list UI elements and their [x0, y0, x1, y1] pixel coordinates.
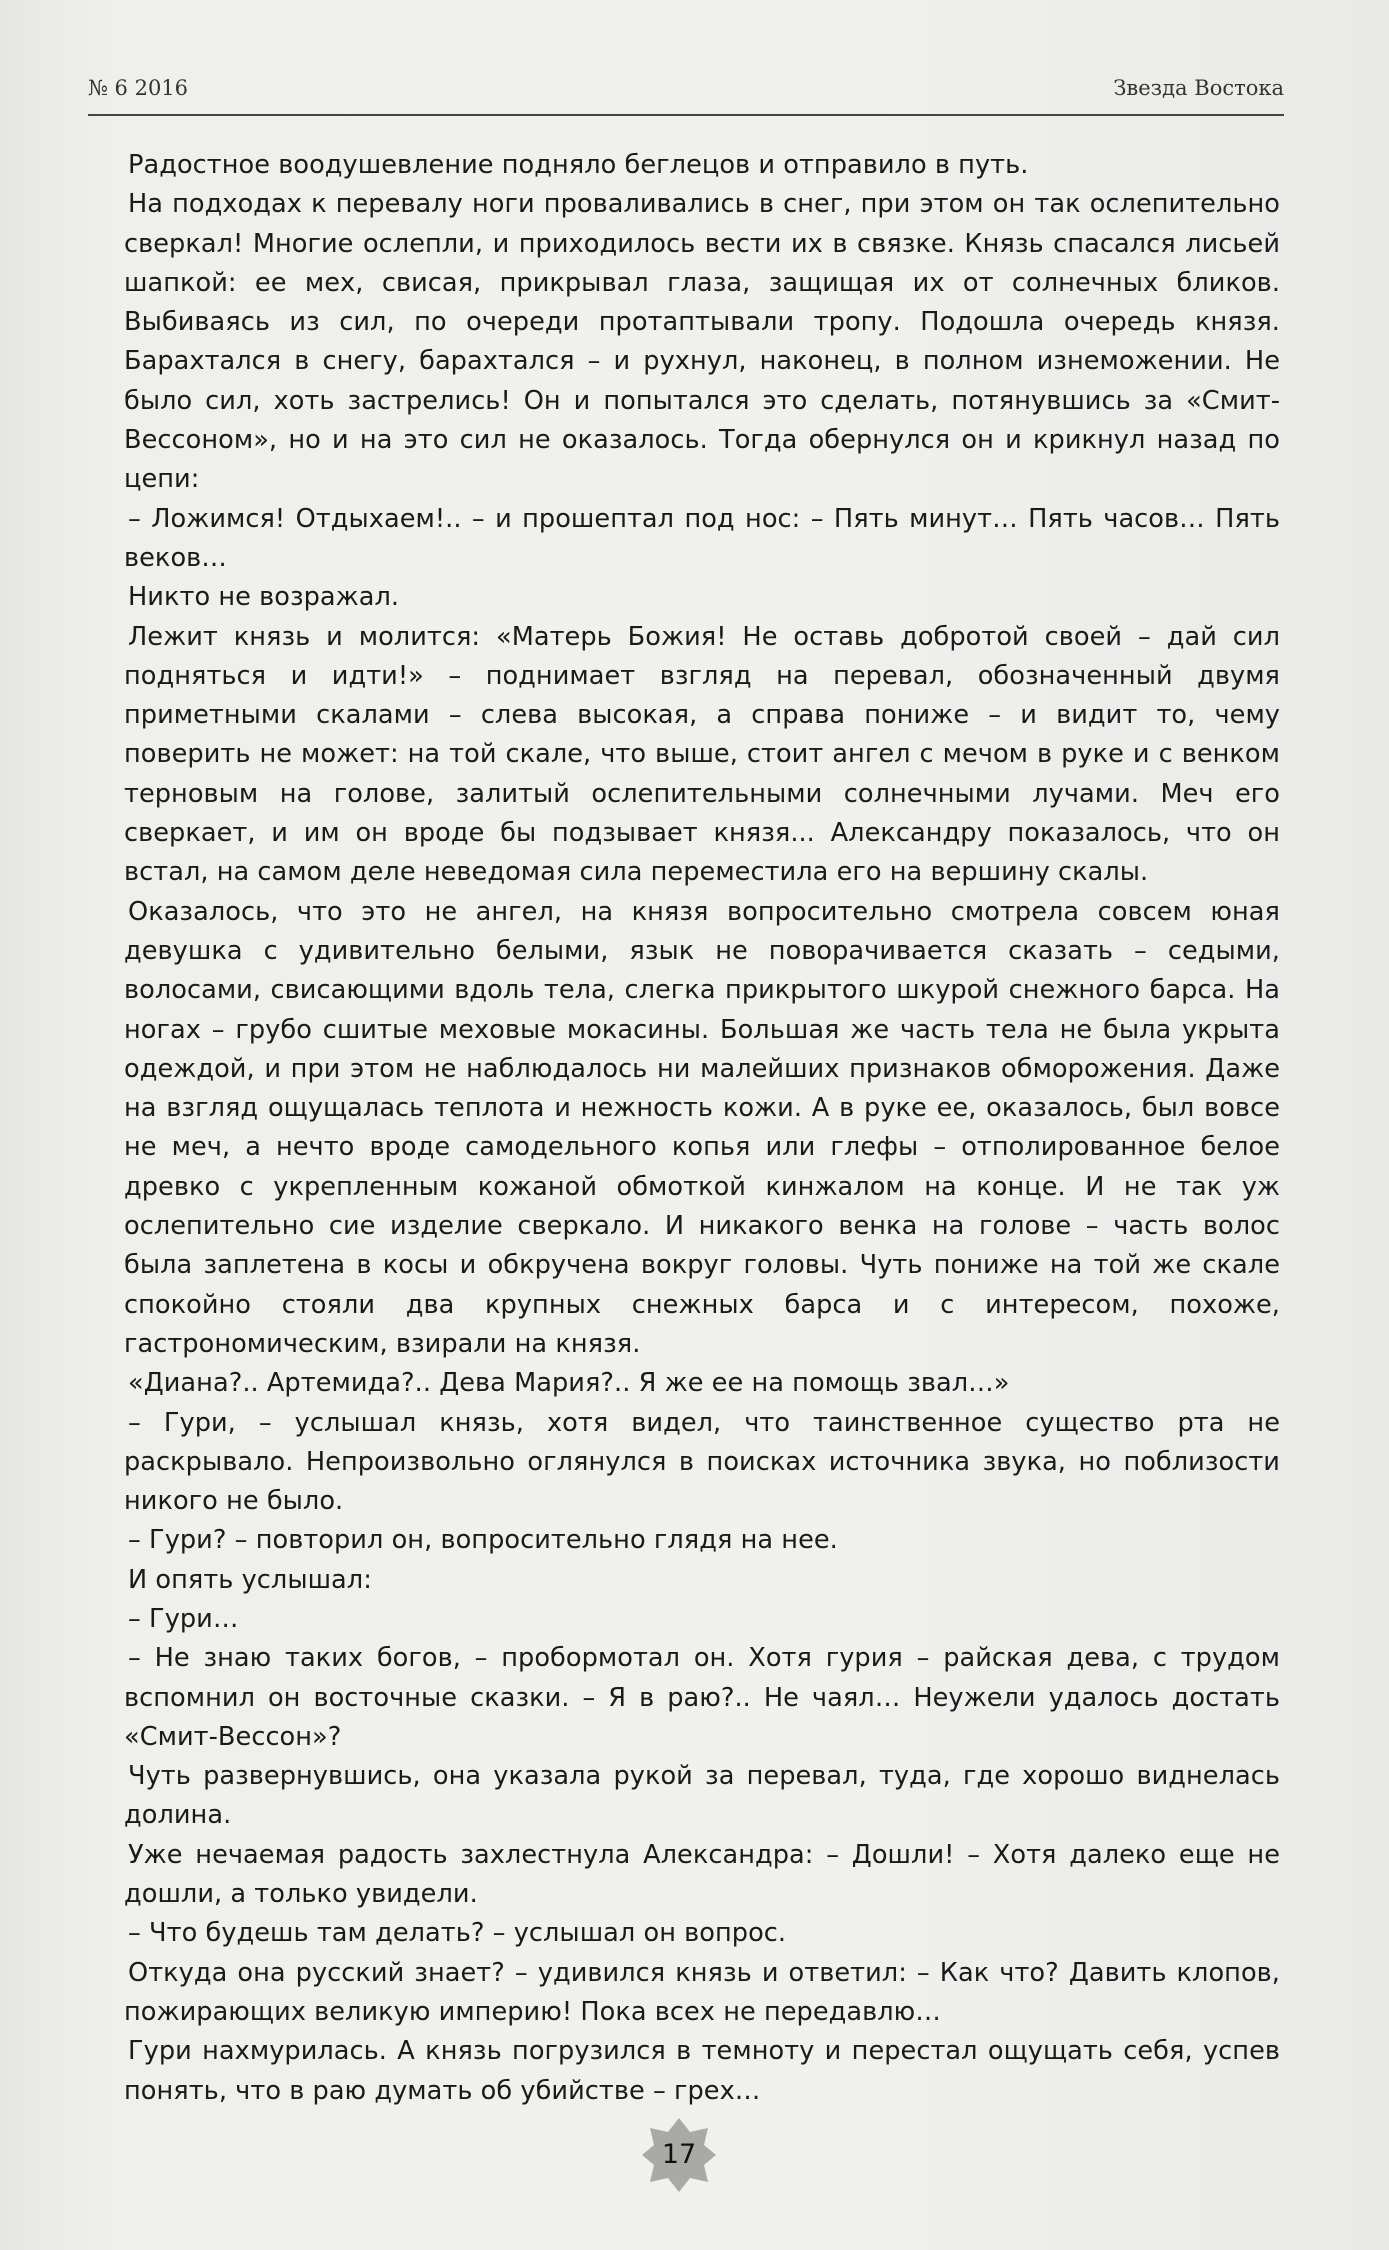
paragraph: Лежит князь и молится: «Матерь Божия! Не оставь добротой своей – дай сил подняться и идти!» – поднимает взгляд на перевал, обозначенный двумя приметными скалами – слева высокая, а справа пониже – и видит то, чему поверить не может: на той скале, что выше, стоит ангел с мечом в руке и с венком терновым на голове, залитый ослепительными солнечными лучами. Меч его сверкает, и им он вроде бы подзывает князя... Александру показалось, что он встал, на самом деле неведомая сила переместила его на вершину скалы.	[124, 621, 1280, 888]
paragraph: На подходах к перевалу ноги проваливались в снег, при этом он так ослепительно сверкал! Многие ослепли, и приходилось вести их в связке. Князь спасался лисьей шапкой: ее мех, свисая, прикрывал глаза, защищая их от солнечных бликов. Выбиваясь из сил, по очереди протаптывали тропу. Подошла очередь князя. Барахтался в снегу, барахтался – и рухнул, наконец, в полном изнеможении. Не было сил, хоть застрелись! Он и попытался это сделать, потянувшись за «Смит-Вессоном», но и на это сил не оказалось. Тогда обернулся он и крикнул назад по цепи:	[124, 189, 1280, 495]
page-number-badge	[640, 2116, 718, 2194]
paragraph: – Гури, – услышал князь, хотя видел, что таинственное существо рта не раскрывало. Непроизвольно оглянулся в поисках источника звука, но поблизости никого не было.	[124, 1407, 1280, 1517]
page-number: 17	[661, 2139, 697, 2170]
paragraph: Никто не возражал.	[128, 582, 400, 613]
paragraph: – Гури…	[128, 1603, 239, 1634]
paragraph: Оказалось, что это не ангел, на князя вопросительно смотрела совсем юная девушка с удивительно белыми, язык не поворачивается сказать – седыми, волосами, свисающими вдоль тела, слегка прикрытого шкурой снежного барса. На ногах – грубо сшитые меховые мокасины. Большая же часть тела не была укрыта одеждой, и при этом не наблюдалось ни малейших признаков обморожения. Даже на взгляд ощущалась теплота и нежность кожи. А в руке ее, оказалось, был вовсе не меч, а нечто вроде самодельного копья или глефы – отполированное белое древко с укрепленным кожаной обмоткой кинжалом на конце. И не так уж ослепительно сие изделие сверкало. И никакого венка на голове – часть волос была заплетена в косы и обкручена вокруг головы. Чуть пониже на той же скале спокойно стояли два крупных снежных барса и с интересом, похоже, гастрономическим, взирали на князя.	[124, 896, 1280, 1359]
paragraph: Откуда она русский знает? – удивился князь и ответил: – Как что? Давить клопов, пожирающих великую империю! Пока всех не передавлю…	[124, 1957, 1280, 2027]
page-header	[88, 70, 1284, 116]
paragraph: – Не знаю таких богов, – пробормотал он. Хотя гурия – райская дева, с трудом вспомнил он восточные сказки. – Я в раю?.. Не чаял… Неужели удалось достать «Смит-Вессон»?	[124, 1643, 1280, 1752]
paragraph: И опять услышал:	[128, 1564, 372, 1595]
paragraph: – Что будешь там делать? – услышал он вопрос.	[128, 1918, 787, 1949]
paragraph: – Ложимся! Отдыхаем!.. – и прошептал под нос: – Пять минут… Пять часов… Пять веков…	[124, 503, 1280, 573]
paragraph: Уже нечаемая радость захлестнула Александра: – Дошли! – Хотя далеко еще не дошли, а только увидели.	[124, 1839, 1280, 1910]
paragraph: Радостное воодушевление подняло беглецов и отправило в путь.	[128, 150, 1029, 180]
issue-number: № 6 2016	[88, 76, 189, 100]
paragraph: Чуть развернувшись, она указала рукой за перевал, туда, где хорошо виднелась долина.	[124, 1761, 1280, 1831]
paragraph: «Диана?.. Артемида?.. Дева Мария?.. Я же ее на помощь звал…»	[128, 1368, 1010, 1399]
paragraph: – Гури? – повторил он, вопросительно глядя на нее.	[128, 1525, 838, 1556]
paragraph: Гури нахмурилась. А князь погрузился в темноту и перестал ощущать себя, успев понять, что в раю думать об убийстве – грех…	[124, 2036, 1280, 2106]
magazine-title: Звезда Востока	[1113, 76, 1284, 100]
article-body	[124, 146, 1280, 2111]
